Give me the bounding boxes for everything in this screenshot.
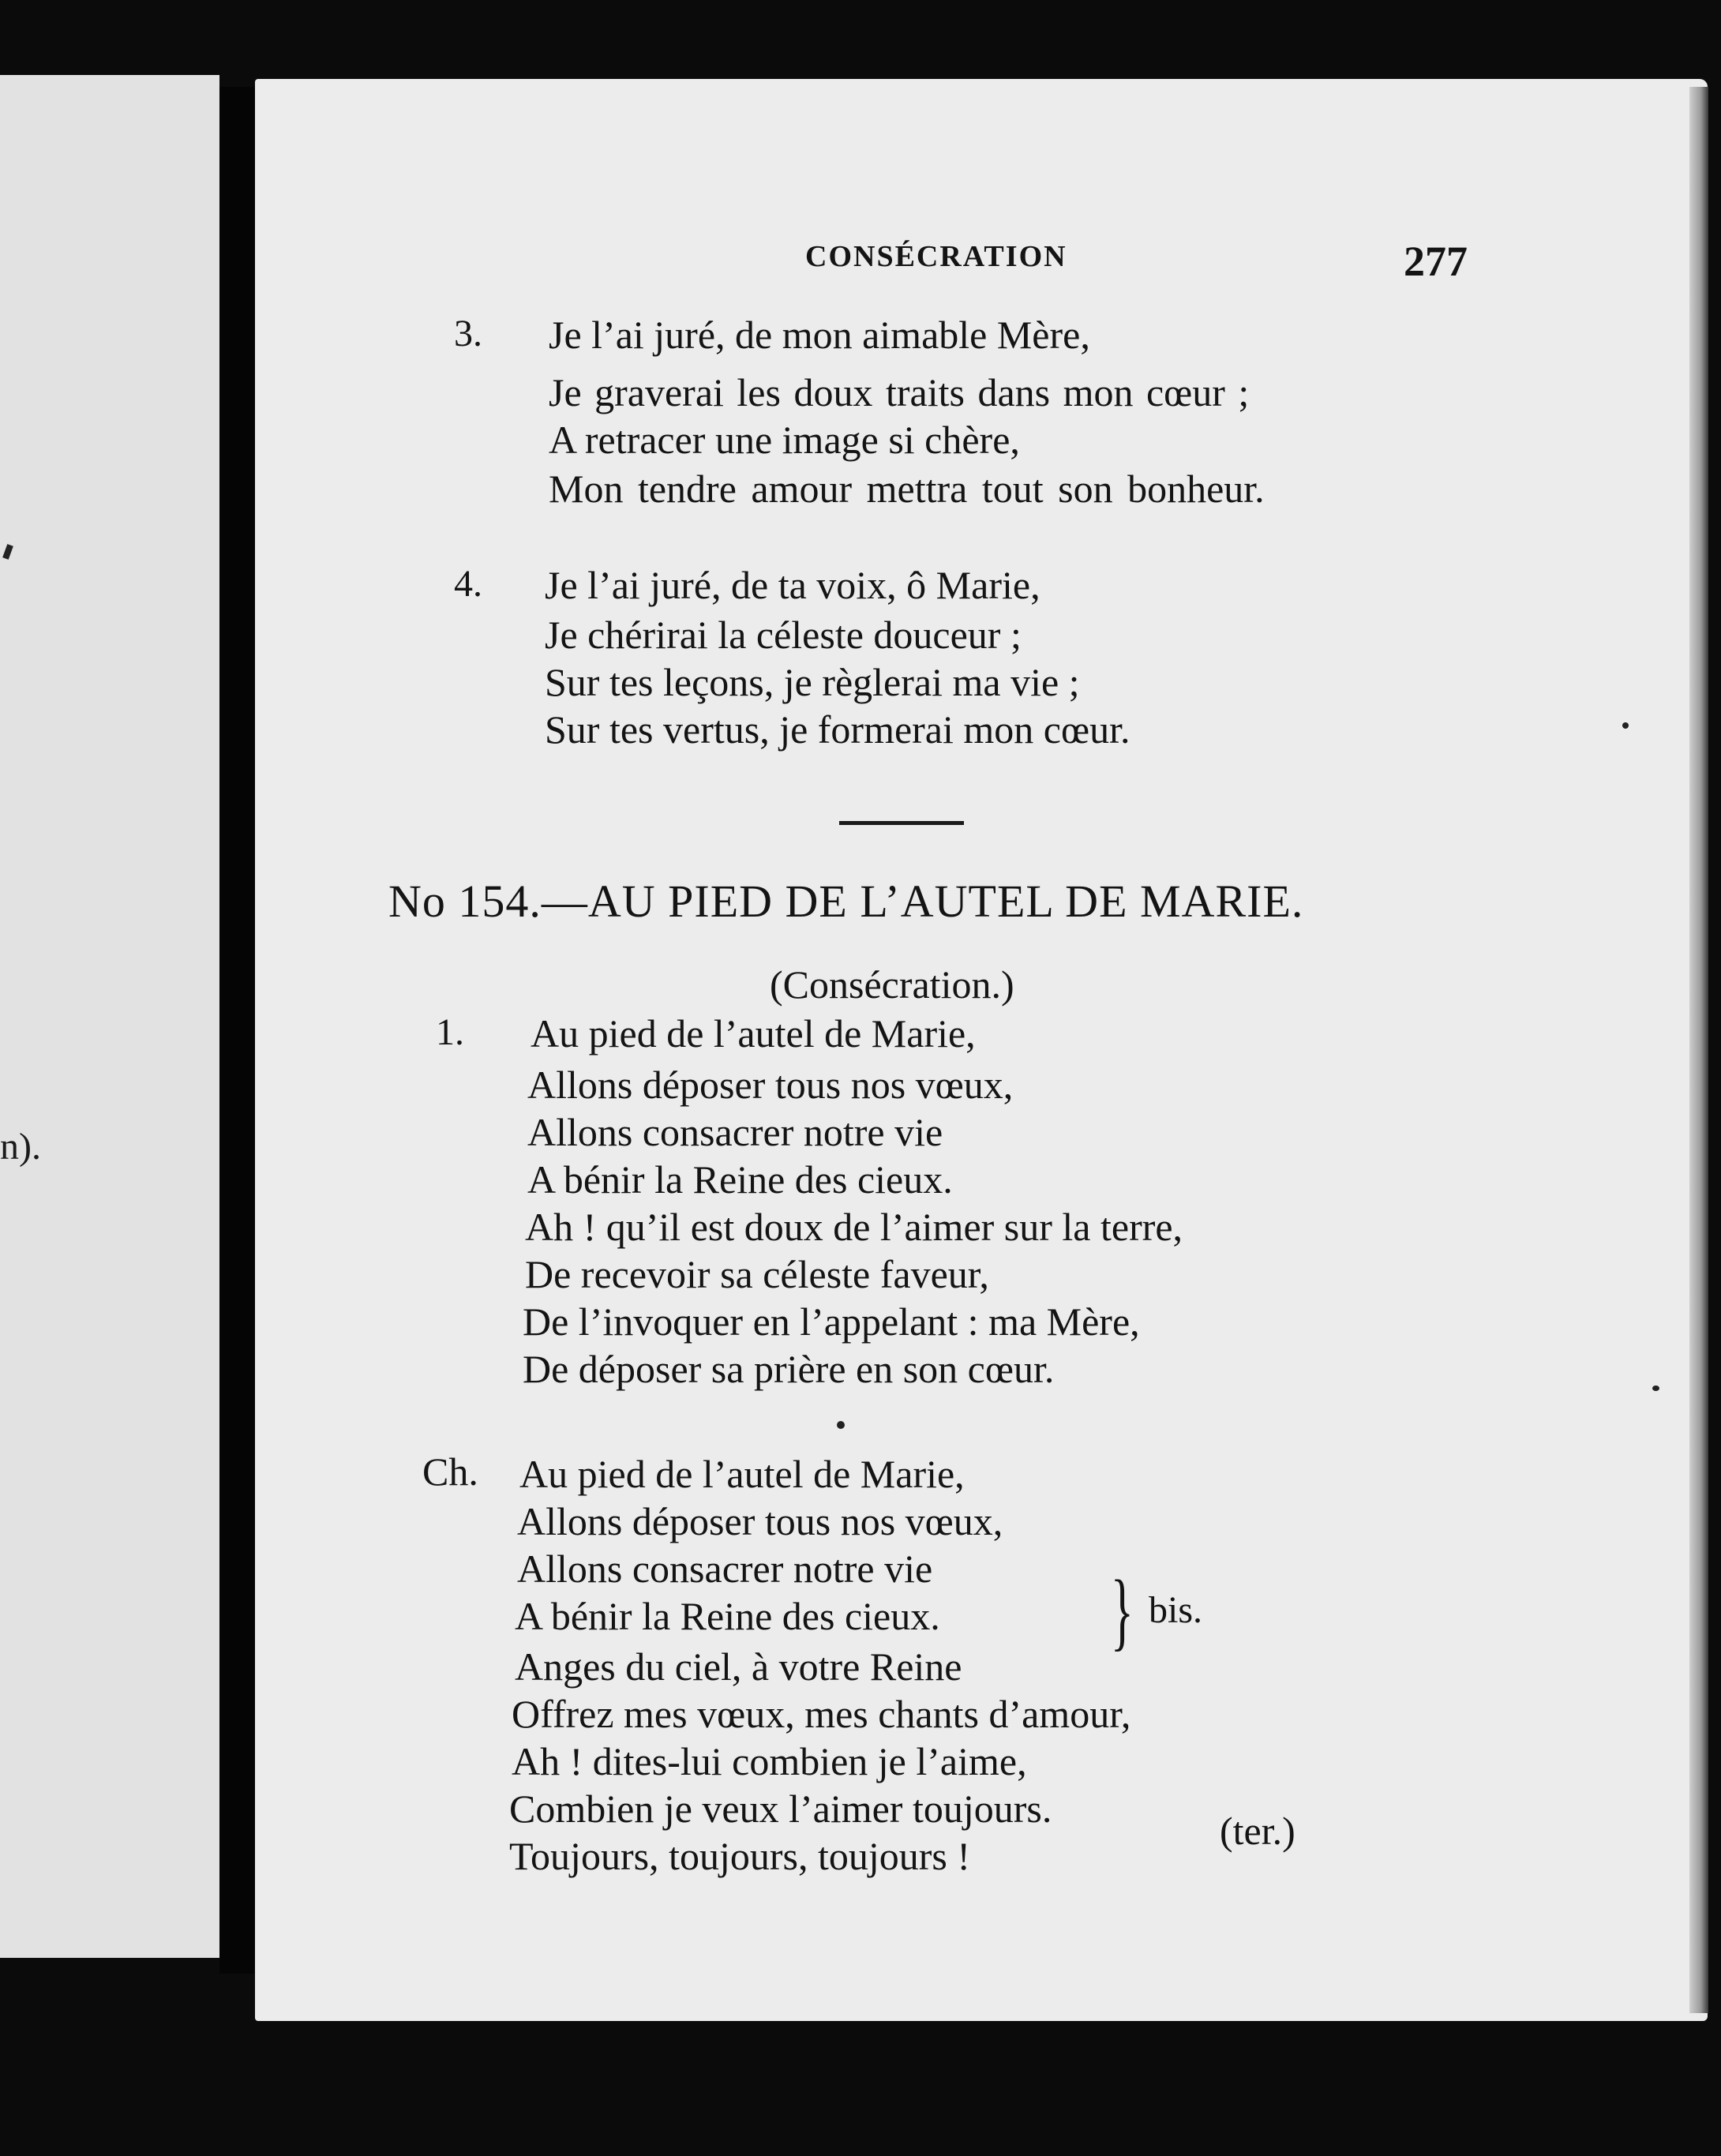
stanza-line: Mon tendre amour mettra tout son bonheur. xyxy=(549,467,1265,511)
verse-line: Allons déposer tous nos vœux, xyxy=(527,1063,1014,1107)
chorus-line: Allons consacrer notre vie xyxy=(517,1547,933,1591)
stanza-line: Je chérirai la céleste douceur ; xyxy=(545,613,1022,657)
chorus-line: Anges du ciel, à votre Reine xyxy=(515,1644,962,1689)
page-edge xyxy=(1689,87,1708,2013)
verse-line: Allons consacrer notre vie xyxy=(527,1110,943,1154)
verse-line: De déposer sa prière en son cœur. xyxy=(523,1347,1055,1391)
chorus-line: Au pied de l’autel de Marie, xyxy=(519,1452,965,1496)
bis-marker: bis. xyxy=(1149,1589,1203,1631)
chorus-line: Toujours, toujours, toujours ! xyxy=(509,1834,970,1878)
print-speck xyxy=(1622,722,1629,729)
left-page-mark xyxy=(2,544,13,560)
running-head: CONSÉCRATION xyxy=(805,240,1067,273)
chorus-line: Allons déposer tous nos vœux, xyxy=(517,1499,1003,1543)
verse-line: Au pied de l’autel de Marie, xyxy=(531,1011,976,1056)
section-divider xyxy=(839,821,964,825)
verse-line: Ah ! qu’il est doux de l’aimer sur la terre, xyxy=(525,1205,1183,1249)
page-number: 277 xyxy=(1404,238,1468,285)
print-speck xyxy=(837,1421,845,1429)
chorus-line: A bénir la Reine des cieux. xyxy=(515,1594,940,1638)
verse-number: 1. xyxy=(436,1011,464,1053)
hymn-subtitle: (Consécration.) xyxy=(770,962,1014,1007)
chorus-label: Ch. xyxy=(422,1449,478,1494)
chorus-line: Ah ! dites-lui combien je l’aime, xyxy=(512,1739,1027,1783)
ter-marker: (ter.) xyxy=(1220,1809,1295,1853)
stanza-line: Sur tes vertus, je formerai mon cœur. xyxy=(545,707,1130,752)
stanza-line: A retracer une image si chère, xyxy=(549,418,1020,462)
stanza-line: Sur tes leçons, je règlerai ma vie ; xyxy=(545,660,1080,704)
stanza-line: Je l’ai juré, de mon aimable Mère, xyxy=(549,313,1090,357)
chorus-line: Combien je veux l’aimer toujours. xyxy=(509,1787,1052,1831)
repeat-brace: } xyxy=(1110,1562,1134,1659)
hymn-title: No 154.—AU PIED DE L’AUTEL DE MARIE. xyxy=(388,876,1304,927)
verse-line: De recevoir sa céleste faveur, xyxy=(525,1252,989,1296)
stanza-line: Je graverai les doux traits dans mon cœur ; xyxy=(549,370,1250,414)
print-speck xyxy=(1652,1385,1659,1391)
verse-line: A bénir la Reine des cieux. xyxy=(527,1157,953,1202)
book-gutter xyxy=(219,87,255,1974)
left-page-fragment: n). xyxy=(0,1126,41,1168)
stanza-number: 3. xyxy=(454,313,482,354)
verse-line: De l’invoquer en l’appelant : ma Mère, xyxy=(523,1299,1140,1344)
left-page xyxy=(0,75,219,1958)
stanza-number: 4. xyxy=(454,563,482,605)
stanza-line: Je l’ai juré, de ta voix, ô Marie, xyxy=(545,563,1040,607)
chorus-line: Offrez mes vœux, mes chants d’amour, xyxy=(512,1692,1131,1736)
